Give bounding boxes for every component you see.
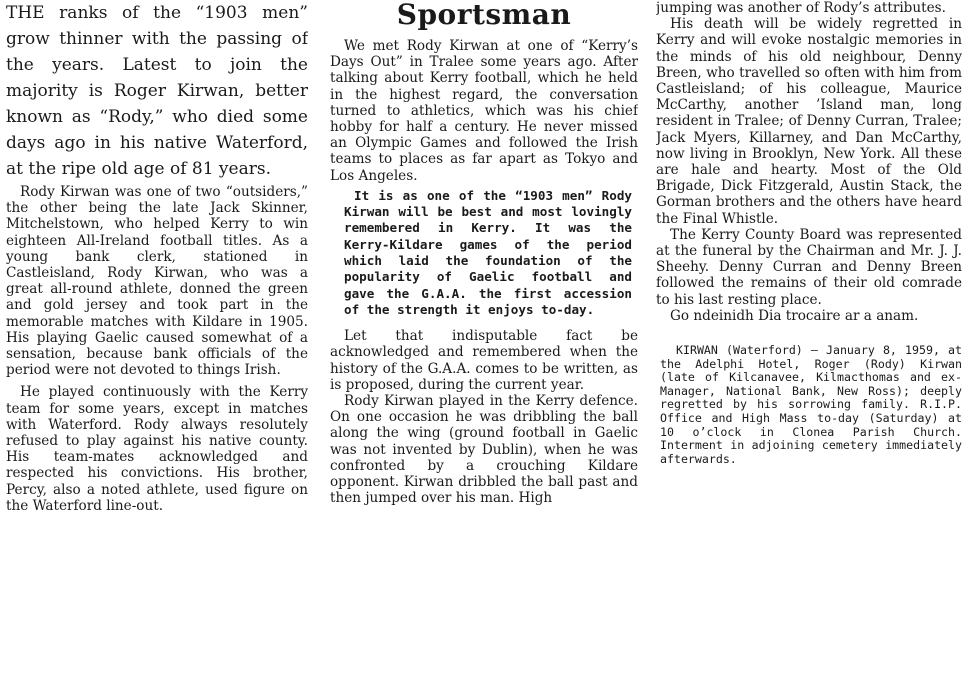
column-left (6, 0, 308, 696)
highlight-paragraph: It is as one of the “1903 men” Rody Kirwan will be best and most lovingly remembered in Kerry. It was the Kerry-Kildare games of the period which laid the foundation of the popularity of Gaelic football and gave the G.A.A. the first accession of the strength it enjoys to-day. (344, 187, 632, 317)
column-middle (330, 0, 638, 696)
death-notice: KIRWAN (Waterford) — January 8, 1959, at the Adelphi Hotel, Roger (Rody) Kirwan (late of Kilcanavee, Kilmacthomas and ex-Manager, National Bank, New Ross); deeply regretted by his sorrowing family. R.I.P. Office and High Mass to-day (Saturday) at 10 o’clock in Clonea Parish Church. Interment in adjoining cemetery immediately afterwards. (660, 343, 962, 466)
paragraph-county-board: The Kerry County Board was represented at the funeral by the Chairman and Mr. J. J. Sheehy. Denny Curran and Denny Breen followed the remains of their old comrade to his last resting place. (656, 226, 962, 308)
paragraph-jumping: jumping was another of Rody’s attributes. (656, 0, 946, 16)
headline: Sportsman (396, 0, 572, 31)
paragraph-indisputable-fact: Let that indisputable fact be acknowledged and remembered when the history of the G.A.A. comes to be written, as is proposed, during the current year. (330, 328, 638, 393)
paragraph-kerrys-days-out: We met Rody Kirwan at one of “Kerry’s Days Out” in Tralee some years ago. After talking about Kerry football, which he held in the highest regard, the conversation turned to athletics, which was his chief hobby for half a century. He never missed an Olympic Games and followed the Irish teams to places as far apart as Tokyo and Los Angeles. (330, 38, 638, 184)
paragraph-irish-blessing: Go ndeinidh Dia trocaire ar a anam. (670, 307, 919, 324)
notice-gap (656, 324, 962, 344)
paragraph-kerry-defence: Rody Kirwan played in the Kerry defence. On one occasion he was dribbling the ball along the wing (ground football in Gaelic was not invented by Dublin), when he was confronted by a crouching Kildare opponent. Kirwan dribbled the ball past and then jumped over his man. High (330, 393, 638, 507)
paragraph-death-regretted: His death will be widely regretted in Kerry and will evoke nostalgic memories in the minds of his old neighbour, Denny Breen, who travelled so often with him from Castleisland; of his colleague, Maurice McCarthy, another ’Island man, long resident in Tralee; of Denny Curran, Tralee; Jack Myers, Killarney, and Dan McCarthy, now living in Brooklyn, New York. All these are hale and hearty. Most of the Old Brigade, Dick Fitzgerald, Austin Stack, the Gorman brothers and the others have heard the Final Whistle. (656, 16, 962, 227)
paragraph-played-continuously: He played continuously with the Kerry team for some years, except in matches with Waterford. Rody always resolutely refused to play against his native county. His team-mates acknowledged and respected his convictions. His brother, Percy, also a noted athlete, used figure on the Waterford line-out. (6, 384, 308, 514)
lead-paragraph: THE ranks of the “1903 men” grow thinner with the passing of the years. Latest to join the majority is Roger Kirwan, better known as “Rody,” who died some days ago in his native Waterford, at the ripe old age of 81 years. (6, 3, 308, 179)
paragraph-outsiders: Rody Kirwan was one of two “outsiders,” the other being the late Jack Skinner, Mitchelstown, who helped Kerry to win eighteen All-Ireland football titles. As a young bank clerk, stationed in Castleisland, Rody Kirwan, who was a great all-round athlete, donned the green and gold jersey and took part in the memorable matches with Kildare in 1905. His playing Gaelic caused somewhat of a sensation, because bank officials of the period were not devoted to things Irish. (6, 184, 308, 379)
column-right (656, 0, 962, 696)
